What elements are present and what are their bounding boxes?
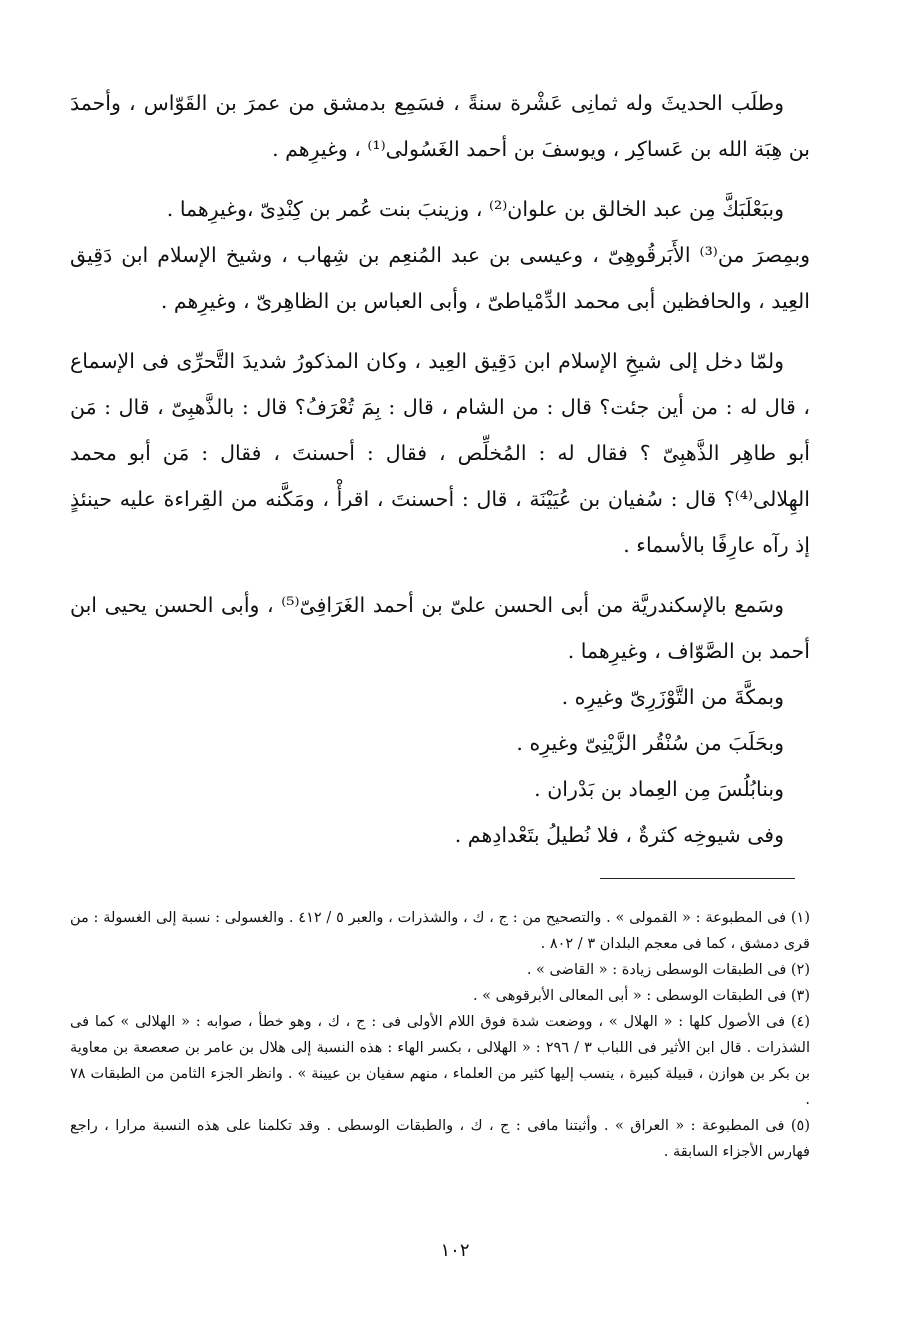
footnotes [70, 905, 810, 1165]
line-nablus: وبنابُلُسَ مِن العِماد بن بَدْران . [534, 777, 784, 801]
footnote-1: (١) فى المطبوعة : « القمولى » . والتصحيح من : ج ، ك ، والشذرات ، والعبر ٥ / ٤١٢ . والغسولى : نسبة إلى الغسولة : من قرى دمشق ، كما فى معجم البلدان ٣ / ٨٠٢ . [70, 910, 810, 952]
paragraph-baalbek: وببَعْلَبَكَّ مِن عبد الخالق بن علوان⁽²⁾ ، وزينبَ بنت عُمر بن كِنْدِىّ ،وغيرِهما . [166, 197, 784, 221]
page-number: ١٠٢ [440, 1240, 470, 1261]
main-text [70, 80, 810, 858]
footnote-5: (٥) فى المطبوعة : « العراق » . وأثبتنا مافى : ج ، ك ، والطبقات الوسطى . وقد تكلمنا على هذه النسبة مرارا ، راجع فهارس الأجزاء السابقة . [70, 1118, 810, 1160]
footnote-2: (٢) فى الطبقات الوسطى زيادة : « القاضى » . [526, 962, 810, 978]
footnote-3: (٣) فى الطبقات الوسطى : « أبى المعالى الأبرقوهى » . [472, 988, 810, 1004]
footnote-divider [600, 878, 795, 879]
line-many-teachers: وفى شيوخِه كثرةٌ ، فلا نُطيلُ بتَعْدادِهم . [454, 823, 784, 847]
footnote-4: (٤) فى الأصول كلها : « الهلال » ، ووضعت شدة فوق اللام الأولى فى : ج ، ك ، وهو خطأ ، صوابه : « الهلالى » كما فى الشذرات . قال ابن الأثير فى اللباب ٣ / ٢٩٦ : « الهلالى ، بكسر الهاء : هذه النسبة إلى هلال بن عامر بن صعصعة بن معاوية بن بكر بن هوازن ، قبيلة كبيرة ، ينسب إليها كثير من العلماء ، منهم سفيان بن عيينة » . وانظر الجزء الثامن من الطبقات ٧٨ . [70, 1014, 811, 1108]
paragraph-alexandria: وسَمع بالإسكندريَّة من أبى الحسن علىّ بن أحمد الغَرَافِىّ⁽⁵⁾ ، وأبى الحسن يحيى ابن أحمد بن الصَّوّاف ، وغيرِهما . [70, 593, 810, 663]
paragraph-damascus: وطلَب الحديثَ وله ثمانِى عَشْرة سنةً ، فسَمِع بدمشق من عمرَ بن القَوّاس ، وأحمدَ بن هِبَة الله بن عَساكِر ، ويوسفَ بن أحمد الغَسُولى⁽¹⁾ ، وغيرِهم . [70, 91, 810, 161]
paragraph-ibn-daqiq-al-id: ولمّا دخل إلى شيخِ الإسلام ابن دَقِيق العِيد ، وكان المذكورُ شديدَ التَّحرِّى فى الإسماع ، قال له : من أين جئت؟ قال : من الشام ، قال : بِمَ تُعْرَفُ؟ قال : بالذَّهبِىّ ، قال : مَن أبو طاهِر الذَّهبِىّ ؟ فقال له : المُخلِّص ، فقال : أحسنتَ ، فقال : مَن أبو محمد الهِلالى⁽⁴⁾؟ قال : سُفيان بن عُيَيْنَة ، قال : أحسنتَ ، اقرأْ ، ومَكَّنه من القِراءة عليه حينئذٍ إذ رآه عارِفًا بالأسماء . [70, 349, 810, 557]
line-aleppo: وبحَلَبَ من سُنْقُر الزَّيْنِىّ وغيرِه . [516, 731, 784, 755]
line-mecca: وبمكَّةَ من التَّوْزَرِىّ وغيرِه . [561, 685, 784, 709]
paragraph-egypt: وبمِصرَ من⁽³⁾ الأَبَرقُوهِىّ ، وعيسى بن عبد المُنعِم بن شِهاب ، وشيخ الإسلام ابن دَقِيق العِيد ، والحافظين أبى محمد الدِّمْياطىّ ، وأبى العباس بن الظاهِرىّ ، وغيرِهم . [70, 243, 810, 313]
